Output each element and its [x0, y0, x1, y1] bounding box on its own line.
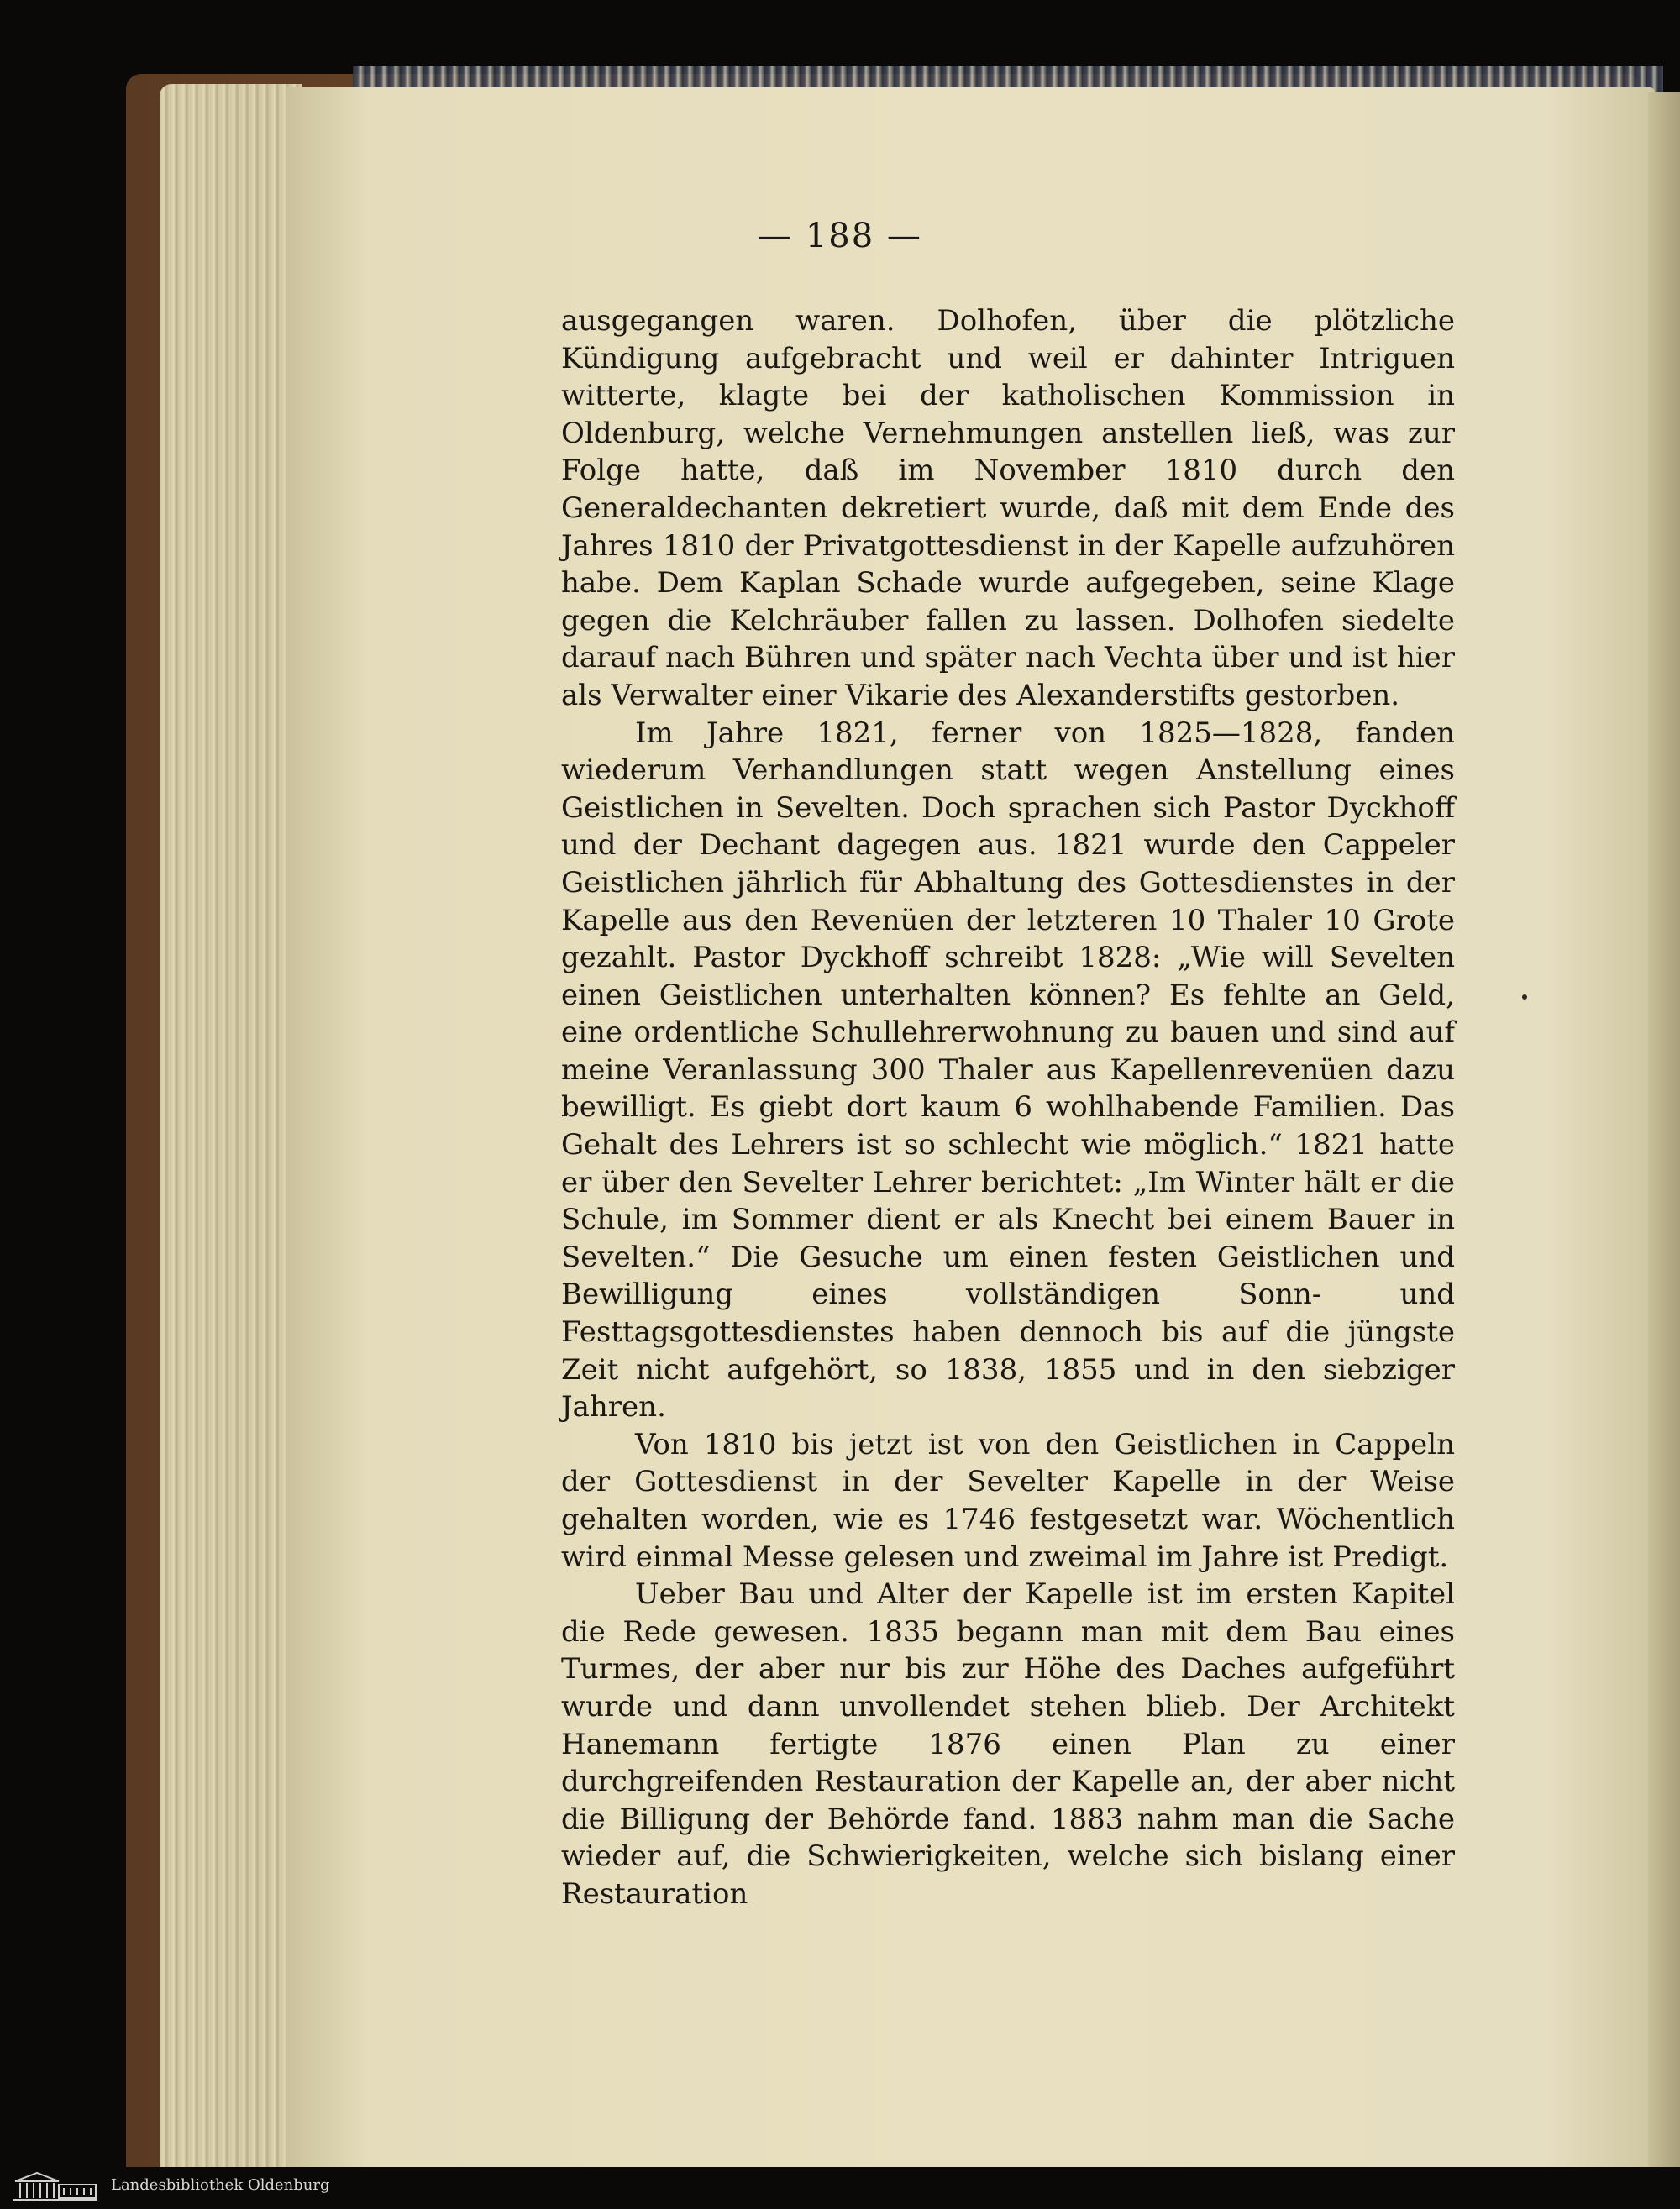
paragraph-3: Von 1810 bis jetzt ist von den Geistlichen in Cappeln der Gottesdienst in der Sevelter Kapelle in der Weise gehalten worden, wie es 1746 festgesetzt war. Wöchentlich wird einmal Messe gelesen und zweimal im Jahre ist Predigt. [561, 1427, 1455, 1574]
paragraph-4: Ueber Bau und Alter der Kapelle ist im ersten Kapitel die Rede gewesen. 1835 begann man mit dem Bau eines Turmes, der aber nur bis zur Höhe des Daches aufgeführt wurde und dann unvollendet stehen blieb. Der Architekt Hanemann fertigte 1876 einen Plan zu einer durchgreifenden Restauration der Kapelle an, der aber nicht die Billigung der Behörde fand. 1883 nahm man die Sache wieder auf, die Schwierigkeiten, welche sich bislang einer Restauration [561, 1577, 1455, 1911]
page-number: — 188 — [758, 217, 922, 255]
library-name: Landesbibliothek Oldenburg [111, 2176, 330, 2194]
facing-page-edge [1648, 92, 1680, 2175]
paragraph-1: ausgegangen waren. Dolhofen, über die plötzliche Kündigung aufgebracht und weil er dahinter Intriguen witterte, klagte bei der katholischen Kommission in Oldenburg, welche Vernehmungen anstellen ließ, was zur Folge hatte, daß im November 1810 durch den Generaldechanten dekretiert wurde, daß mit dem Ende des Jahres 1810 der Privatgottesdienst in der Kapelle aufzuhören habe. Dem Kaplan Schade wurde aufgegeben, seine Klage gegen die Kelchräuber fallen zu lassen. Dolhofen siedelte darauf nach Bühren und später nach Vechta über und ist hier als Verwalter einer Vikarie des Alexanderstifts gestorben. [561, 304, 1455, 712]
ink-speck [1522, 994, 1527, 1000]
page-stack-edge [160, 84, 302, 2175]
body-text [561, 302, 1455, 1913]
paragraph-2: Im Jahre 1821, ferner von 1825—1828, fanden wiederum Verhandlungen statt wegen Anstellung eines Geistlichen in Sevelten. Doch sprachen sich Pastor Dyckhoff und der Dechant dagegen aus. 1821 wurde den Cappeler Geistlichen jährlich für Abhaltung des Gottesdienstes in der Kapelle aus den Revenüen der letzteren 10 Thaler 10 Grote gezahlt. Pastor Dyckhoff schreibt 1828: „Wie will Sevelten einen Geistlichen unterhalten können? Es fehlte an Geld, eine ordentliche Schullehrerwohnung zu bauen und sind auf meine Veranlassung 300 Thaler aus Kapellenrevenüen dazu bewilligt. Es giebt dort kaum 6 wohlhabende Familien. Das Gehalt des Lehrers ist so schlecht wie möglich.“ 1821 hatte er über den Sevelter Lehrer berichtet: „Im Winter hält er die Schule, im Sommer dient er als Knecht bei einem Bauer in Sevelten.“ Die Gesuche um einen festen Geistlichen und Bewilligung eines vollständigen Sonn- und Festtagsgottesdienstes haben dennoch bis auf die jüngste Zeit nicht aufgehört, so 1838, 1855 und in den siebziger Jahren. [561, 716, 1455, 1425]
library-building-icon [12, 2170, 99, 2203]
